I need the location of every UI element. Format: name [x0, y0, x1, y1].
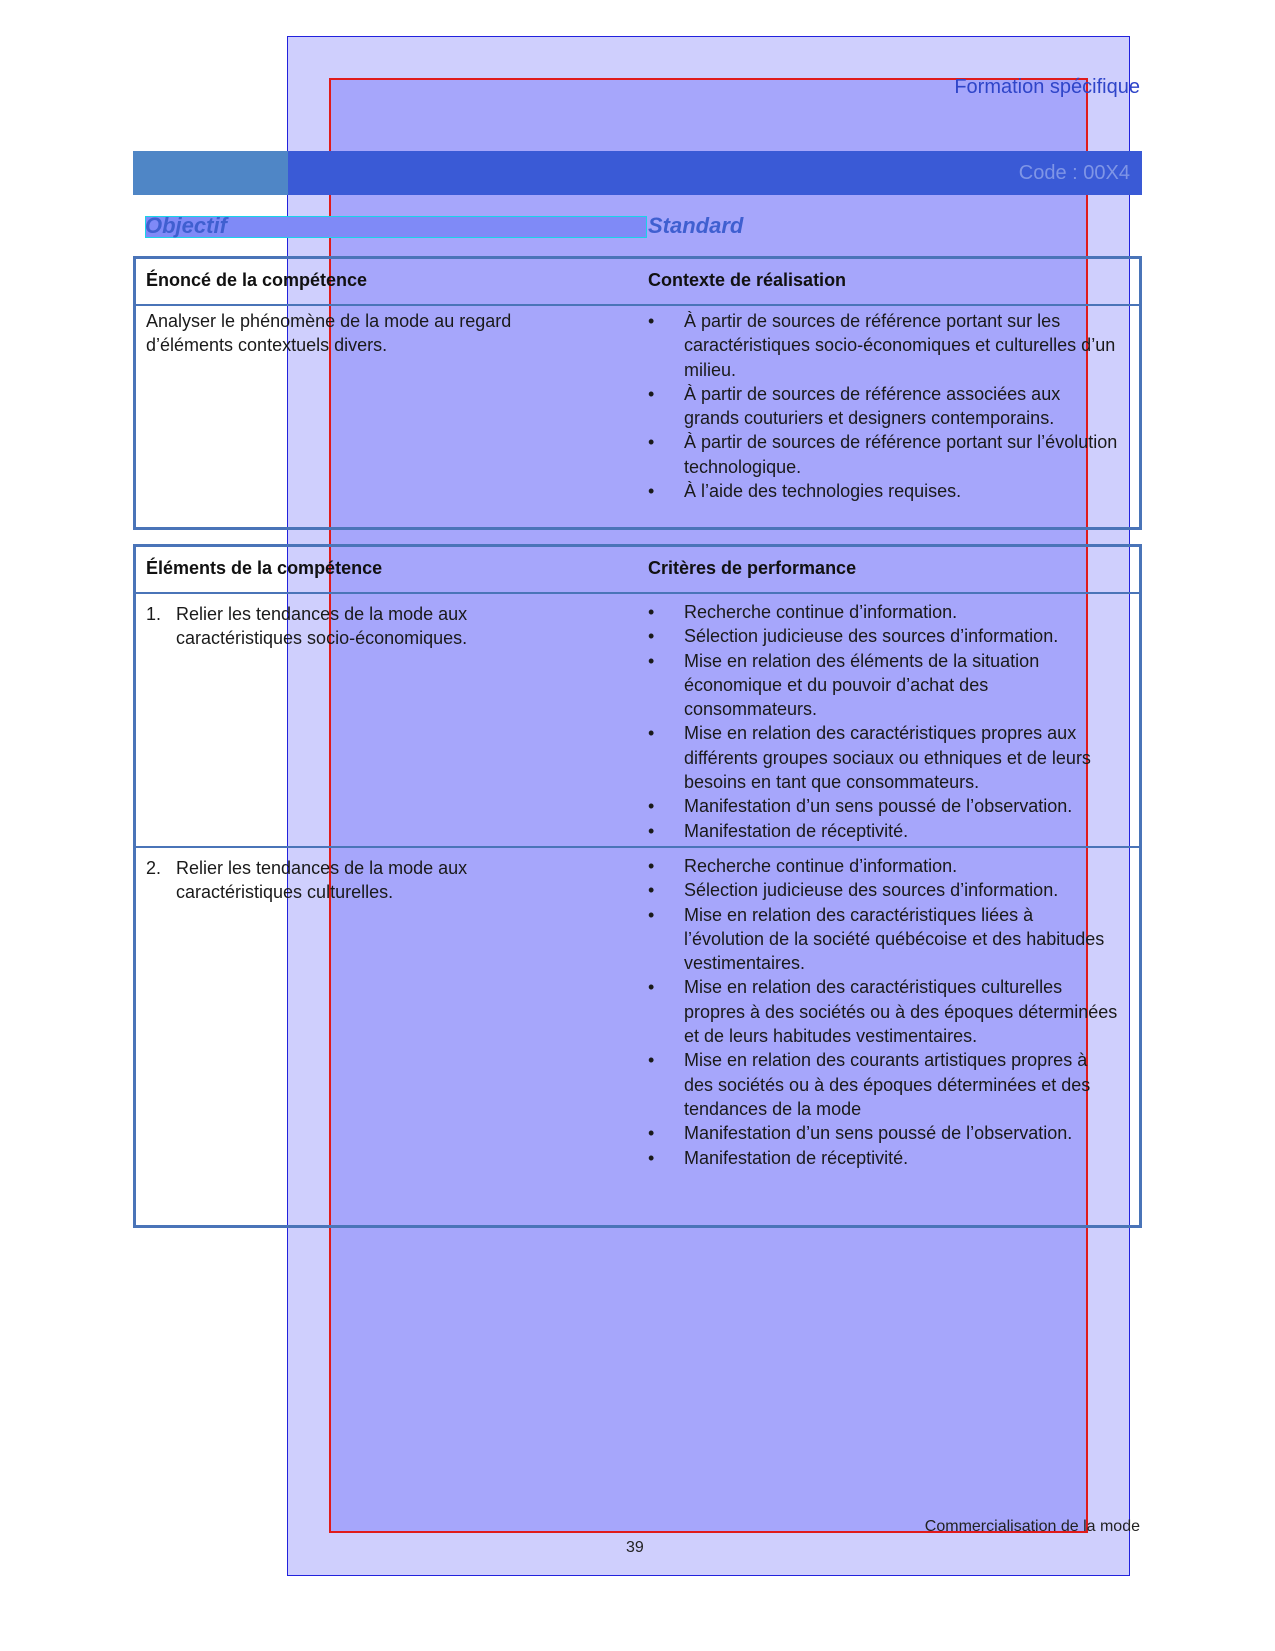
element-number: 1.: [146, 604, 162, 624]
bullet-item: • Manifestation d’un sens poussé de l’observation.: [648, 794, 1118, 818]
statement-column-header: Énoncé de la compétence: [146, 270, 368, 290]
element-text: Relier les tendances de la mode aux caractéristiques socio-économiques.: [176, 604, 468, 648]
table-divider: [136, 304, 1139, 306]
bullet-item: • Sélection judicieuse des sources d’information.: [648, 878, 1118, 902]
criteria-list: [648, 600, 1118, 843]
code-band-accent: [133, 151, 288, 195]
bullet-item: • À partir de sources de référence associées aux grands couturiers et designers contemporains.: [648, 382, 1118, 431]
row-divider: [136, 846, 1139, 848]
bullet-item: • Mise en relation des caractéristiques culturelles propres à des sociétés ou à des époques déterminées et de leurs habitudes vestimentaires.: [648, 975, 1118, 1048]
bullet-item: • Mise en relation des courants artistiques propres à des sociétés ou à des époques déterminées et des tendances de la mode: [648, 1048, 1118, 1121]
criteria-column-header: Critères de performance: [648, 558, 857, 578]
table-divider: [136, 592, 1139, 594]
bullet-item: • Manifestation d’un sens poussé de l’observation.: [648, 1121, 1118, 1145]
bullet-item: • Mise en relation des éléments de la situation économique et du pouvoir d’achat des consommateurs.: [648, 649, 1118, 722]
elements-column-header: Éléments de la compétence: [146, 558, 383, 578]
competence-statement: Analyser le phénomène de la mode au regard d’éléments contextuels divers.: [146, 311, 512, 355]
bullet-item: • Manifestation de réceptivité.: [648, 1146, 1118, 1170]
bullet-item: • À partir de sources de référence portant sur les caractéristiques socio-économiques et culturelles d’un milieu.: [648, 309, 1118, 382]
section-label: Formation spécifique: [954, 76, 1140, 98]
bullet-item: • Sélection judicieuse des sources d’information.: [648, 624, 1118, 648]
code-band: [133, 151, 1142, 195]
program-label: Commercialisation de la mode: [924, 1518, 1140, 1535]
element-item: [146, 602, 506, 650]
objectif-heading: Objectif: [145, 213, 227, 238]
page-number: 39: [626, 1539, 644, 1556]
bullet-item: • Mise en relation des caractéristiques propres aux différents groupes sociaux ou ethniques et de leurs besoins en tant que consommateurs.: [648, 721, 1118, 794]
bullet-item: • Mise en relation des caractéristiques liées à l’évolution de la société québécoise et des habitudes vestimentaires.: [648, 903, 1118, 976]
code-label: Code : 00X4: [1018, 162, 1130, 184]
element-item: [146, 856, 506, 904]
criteria-list: [648, 854, 1118, 1170]
bullet-item: • À l’aide des technologies requises.: [648, 479, 1118, 503]
element-text: Relier les tendances de la mode aux caractéristiques culturelles.: [176, 858, 468, 902]
competence-statement-table: [133, 256, 1142, 530]
competence-elements-table: [133, 544, 1142, 1228]
bullet-item: • Recherche continue d’information.: [648, 600, 1118, 624]
bullet-item: • Manifestation de réceptivité.: [648, 819, 1118, 843]
element-number: 2.: [146, 858, 162, 878]
context-list: [648, 309, 1118, 503]
context-column-header: Contexte de réalisation: [648, 270, 847, 290]
standard-heading: Standard: [648, 213, 744, 238]
bullet-item: • À partir de sources de référence portant sur l’évolution technologique.: [648, 430, 1118, 479]
bullet-item: • Recherche continue d’information.: [648, 854, 1118, 878]
